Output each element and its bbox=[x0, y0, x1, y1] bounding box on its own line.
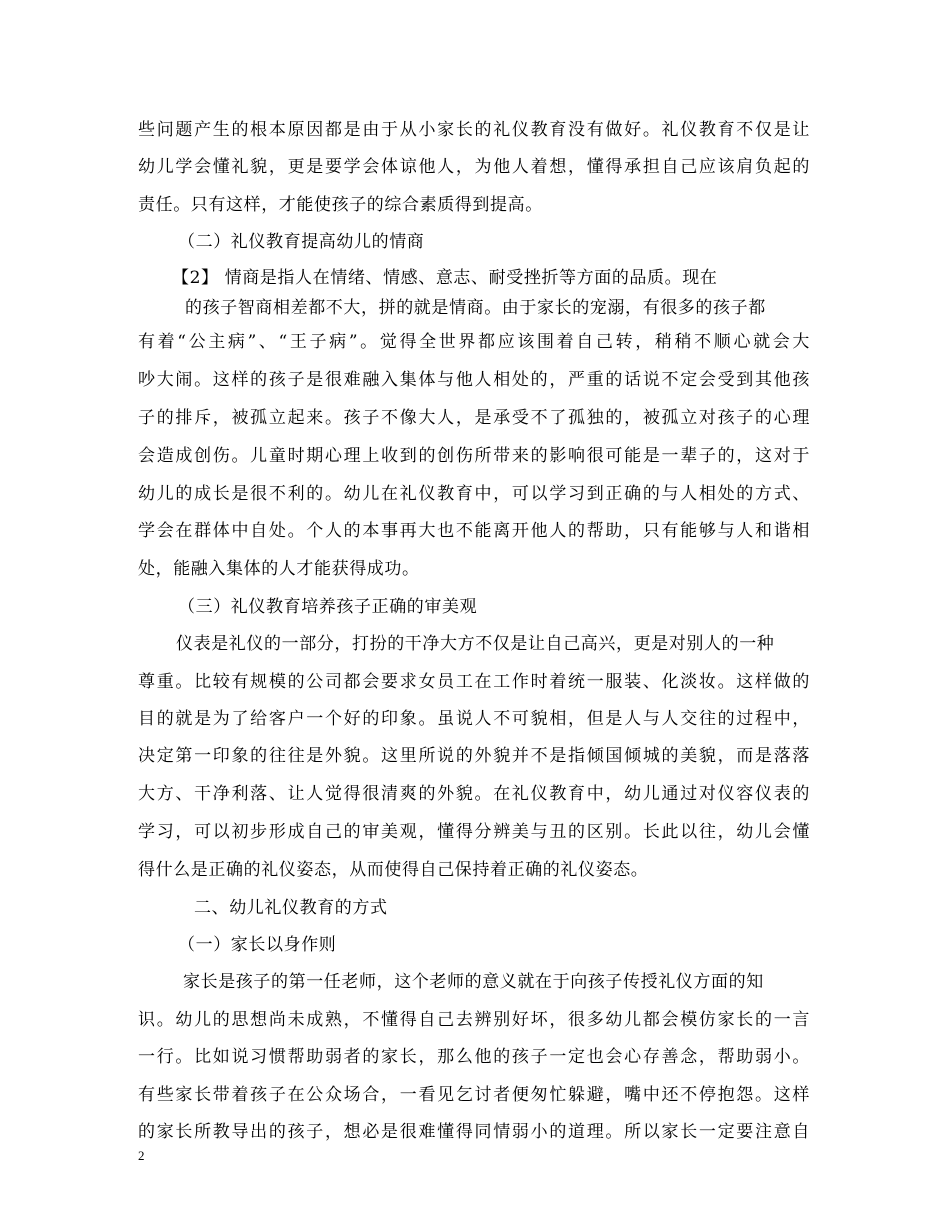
body-text-line: 子的排斥，被孤立起来。孩子不像大人，是承受不了孤独的，被孤立对孩子的心理 bbox=[138, 408, 810, 428]
section-heading: （一）家长以身作则 bbox=[178, 935, 337, 955]
body-text-line: 仪表是礼仪的一部分，打扮的干净大方不仅是让自己高兴，更是对别人的一种 bbox=[176, 634, 775, 654]
body-text-line: 学会在群体中自处。个人的本事再大也不能离开他人的帮助，只有能够与人和谐相 bbox=[138, 521, 810, 541]
section-heading: 二、幼儿礼仪教育的方式 bbox=[194, 898, 388, 918]
body-text-line: 处，能融入集体的人才能获得成功。 bbox=[138, 559, 420, 579]
section-heading: （二）礼仪教育提高幼儿的情商 bbox=[178, 232, 425, 252]
body-text-line: 的孩子智商相差都不大，拼的就是情商。由于家长的宠溺，有很多的孩子都 bbox=[185, 298, 766, 318]
body-text-line: 幼儿的成长是很不利的。幼儿在礼仪教育中，可以学习到正确的与人相处的方式、 bbox=[138, 484, 810, 504]
body-text-line: 大方、干净利落、让人觉得很清爽的外貌。在礼仪教育中，幼儿通过对仪容仪表的 bbox=[138, 784, 810, 804]
body-text-line: 识。幼儿的思想尚未成熟，不懂得自己去辨别好坏，很多幼儿都会模仿家长的一言 bbox=[138, 1010, 810, 1030]
body-text-line: 会造成创伤。儿童时期心理上收到的创伤所带来的影响很可能是一辈子的，这对于 bbox=[138, 446, 810, 466]
body-text-line: 些问题产生的根本原因都是由于从小家长的礼仪教育没有做好。礼仪教育不仅是让 bbox=[138, 120, 810, 140]
body-text-line: 有着“公主病”、“王子病”。觉得全世界都应该围着自己转，稍稍不顺心就会大 bbox=[138, 332, 810, 352]
body-text-line: 一行。比如说习惯帮助弱者的家长，那么他的孩子一定也会心存善念，帮助弱小。 bbox=[138, 1047, 810, 1067]
body-text-line: 得什么是正确的礼仪姿态，从而使得自己保持着正确的礼仪姿态。 bbox=[138, 860, 649, 880]
page-number: 2 bbox=[138, 1148, 145, 1163]
body-text-line: 的家长所教导出的孩子，想必是很难懂得同情弱小的道理。所以家长一定要注意自 bbox=[138, 1122, 810, 1142]
body-text-line: 决定第一印象的往往是外貌。这里所说的外貌并不是指倾国倾城的美貌，而是落落 bbox=[138, 746, 810, 766]
body-text-line: 有些家长带着孩子在公众场合，一看见乞讨者便匆忙躲避，嘴中还不停抱怨。这样 bbox=[138, 1085, 810, 1105]
body-text-line: 吵大闹。这样的孩子是很难融入集体与他人相处的，严重的话说不定会受到其他孩 bbox=[138, 370, 810, 390]
body-text-line: 尊重。比较有规模的公司都会要求女员工在工作时着统一服装、化淡妆。这样做的 bbox=[138, 672, 810, 692]
section-heading: （三）礼仪教育培养孩子正确的审美观 bbox=[178, 597, 478, 617]
body-text-line: 幼儿学会懂礼貌，更是要学会体谅他人，为他人着想，懂得承担自己应该肩负起的 bbox=[138, 157, 810, 177]
body-text-line: 学习，可以初步形成自己的审美观，懂得分辨美与丑的区别。长此以往，幼儿会懂 bbox=[138, 822, 810, 842]
body-text-line: 【2】 情商是指人在情绪、情感、意志、耐受挫折等方面的品质。现在 bbox=[172, 268, 718, 288]
body-text-line: 责任。只有这样，才能使孩子的综合素质得到提高。 bbox=[138, 195, 543, 215]
body-text-line: 目的就是为了给客户一个好的印象。虽说人不可貌相，但是人与人交往的过程中， bbox=[138, 709, 810, 729]
body-text-line: 家长是孩子的第一任老师，这个老师的意义就在于向孩子传授礼仪方面的知 bbox=[183, 972, 764, 992]
